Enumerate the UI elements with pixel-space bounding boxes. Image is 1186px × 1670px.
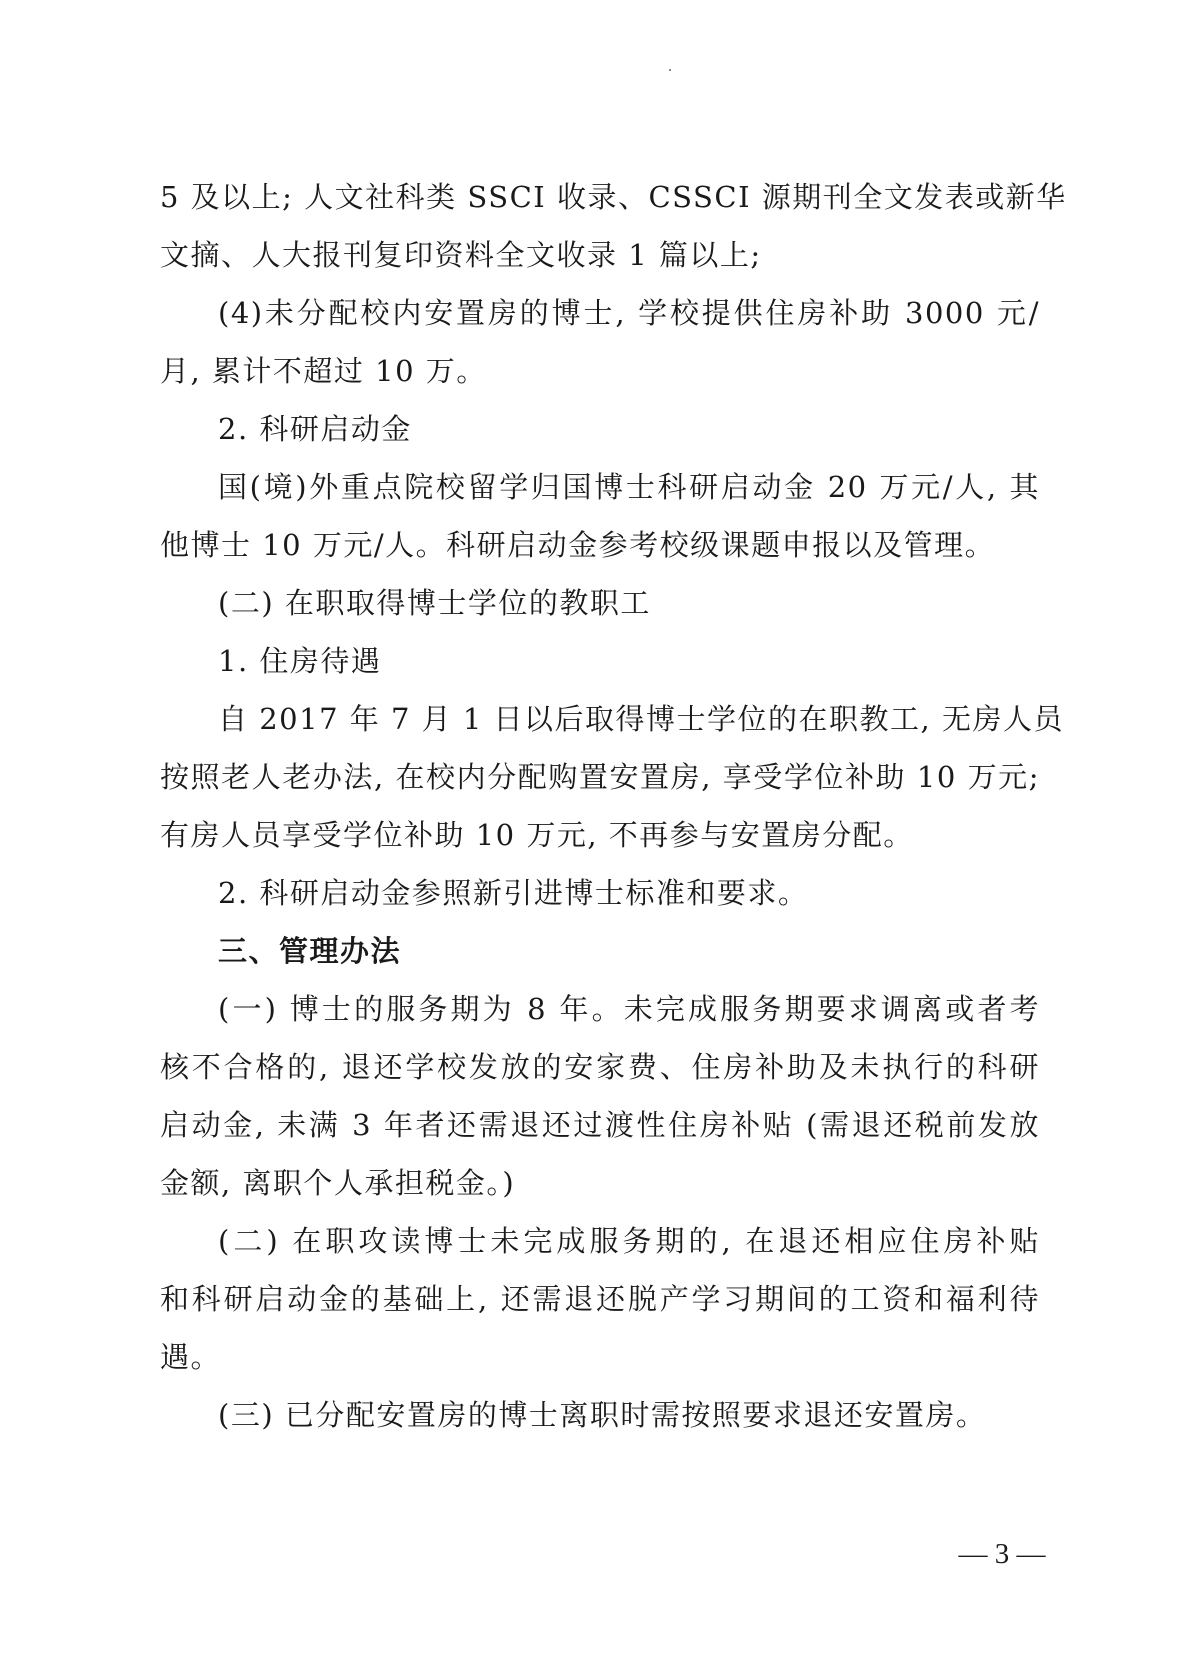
text-line: 2. 科研启动金参照新引进博士标准和要求。: [218, 876, 809, 910]
text-line: 有房人员享受学位补助 10 万元, 不再参与安置房分配。: [160, 818, 914, 852]
text-line: (三) 已分配安置房的博士离职时需按照要求退还安置房。: [218, 1398, 987, 1432]
text-line: 和科研启动金的基础上, 还需退还脱产学习期间的工资和福利待: [160, 1282, 1040, 1316]
text-line: 自 2017 年 7 月 1 日以后取得博士学位的在职教工, 无房人员: [218, 702, 1064, 736]
text-line: 遇。: [160, 1340, 222, 1374]
section-subheading: (二) 在职取得博士学位的教职工: [218, 586, 651, 620]
text-line: 国(境)外重点院校留学归国博士科研启动金 20 万元/人, 其: [218, 470, 1040, 504]
text-line: 他博士 10 万元/人。科研启动金参考校级课题申报以及管理。: [160, 528, 996, 562]
text-line: 金额, 离职个人承担税金。): [160, 1166, 516, 1200]
text-line: 按照老人老办法, 在校内分配购置安置房, 享受学位补助 10 万元;: [160, 760, 1040, 794]
text-line: 月, 累计不超过 10 万。: [160, 354, 487, 388]
text-line: (一) 博士的服务期为 8 年。未完成服务期要求调离或者考: [218, 992, 1040, 1026]
text-line: 文摘、人大报刊复印资料全文收录 1 篇以上;: [160, 238, 762, 272]
text-line: (4)未分配校内安置房的博士, 学校提供住房补助 3000 元/: [218, 296, 1040, 330]
section-subheading: 2. 科研启动金: [218, 412, 412, 446]
section-heading: 三、管理办法: [218, 934, 402, 968]
text-line: 核不合格的, 退还学校发放的安家费、住房补助及未执行的科研: [160, 1050, 1040, 1084]
section-subheading: 1. 住房待遇: [218, 644, 382, 678]
text-line: (二) 在职攻读博士未完成服务期的, 在退还相应住房补贴: [218, 1224, 1040, 1258]
page-number: — 3 —: [958, 1538, 1046, 1570]
text-line: 5 及以上; 人文社科类 SSCI 收录、CSSCI 源期刊全文发表或新华: [160, 180, 1067, 214]
text-line: 启动金, 未满 3 年者还需退还过渡性住房补贴 (需退还税前发放: [160, 1108, 1040, 1142]
scan-mark: [669, 69, 671, 71]
